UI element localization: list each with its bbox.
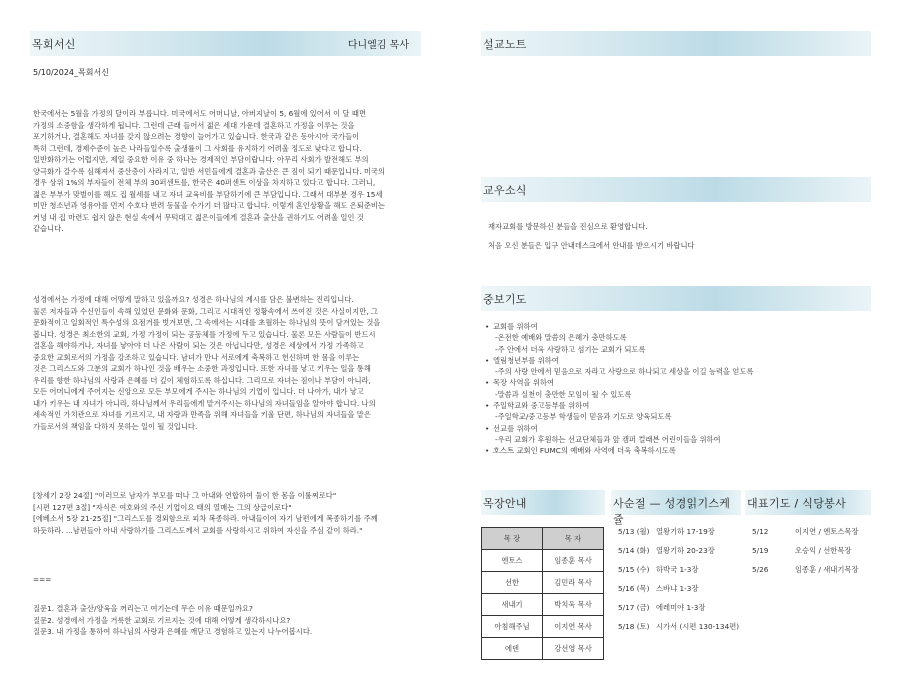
paragraph-line: 젊은 부부가 맞벌이를 해도 집 월세를 내고 자녀 교육비를 부담하기에 큰 부담입니다. 그래서 대부분 경우 15세: [33, 189, 383, 199]
question-line: 질문2. 성경에서 가정을 거룩한 교회로 기르지는 것에 대해 어떻게 생각하시나요?: [33, 615, 291, 625]
bullet-icon: •: [485, 423, 490, 433]
sermon-notes-title: 설교노트: [483, 38, 527, 51]
duty-date: 5/19: [752, 546, 769, 555]
mokja-name-cell: 김민라 목사: [543, 572, 604, 594]
church-news-header: [481, 177, 871, 202]
prayer-topic: [485, 423, 753, 434]
paragraph-line: 문화적이고 일회적인 특수성의 요점거를 벗겨보면, 그 속에서는 시대를 초월하는 하나님의 뜻이 담겨있는 것을: [33, 318, 381, 327]
news-line: 처음 오신 분들은 입구 안내데스크에서 안내를 받으시기 바랍니다: [488, 240, 695, 250]
prayer-subitem: -온전한 예배와 말씀의 은혜가 충만하도록: [495, 333, 627, 343]
duty-title: 대표기도 / 식당봉사: [747, 497, 847, 510]
prayer-topic-label: 호스트 교회인 FUMC의 예배와 사역에 더욱 축복하시도록: [493, 446, 676, 456]
mokjang-name-cell: 선한: [482, 572, 543, 594]
paragraph-line: 내가 키우는 내 자녀가 아니라, 하나님께서 우리들에게 맡겨주시는 하나님의 자녀들임을 알아야 합니다. 나의: [33, 398, 376, 408]
prayer-topic-label: 교회를 위하여: [493, 322, 538, 331]
schedule-reading: 열왕기하 17-19장: [656, 527, 715, 536]
column-header-mokjang: 목 장: [482, 528, 543, 550]
mokjang-name-cell: 에덴: [482, 638, 543, 660]
paragraph-line: 것은 그리스도와 그분의 교회가 하나인 것을 배우는 소중한 과정입니다. 또한 자녀를 낳고 키우는 일을 통해: [33, 364, 371, 373]
table-header-row: [482, 528, 604, 550]
column-header-mokja: 목 자: [543, 528, 604, 550]
duty-dates: [752, 522, 768, 579]
verse-line: [창세기 2장 24절] "이러므로 남자가 부모를 떠나 그 아내와 연합하여 둘이 한 몸을 이룰찌로다": [33, 491, 337, 500]
church-news-title: 교우소식: [483, 184, 527, 197]
duty-date: 5/26: [752, 565, 769, 574]
verse-line: [에베소서 5장 21-25절] "그리스도를 경외함으로 피차 복종하라. 아내들이여 자기 남편에게 복종하기를 주께: [33, 514, 378, 523]
bible-schedule-dates: [618, 522, 649, 636]
prayer-topic: [485, 377, 753, 388]
duty-date: 5/12: [752, 527, 769, 536]
mokjang-name-cell: 아침해주님: [482, 616, 543, 638]
schedule-reading: 열왕기하 20-23장: [656, 546, 715, 555]
paragraph-line: 커녕 내 집 마련도 쉽지 않은 현실 속에서 무턱대고 젊은이들에게 결혼과 출산을 권하기도 어려울 일인 것: [33, 212, 364, 222]
prayer-topic: [485, 355, 753, 366]
bible-schedule-header: [611, 490, 741, 526]
paragraph-line: 같습니다.: [33, 224, 64, 233]
prayer-topic-label: 주일학교와 중고등부를 위하여: [493, 401, 590, 411]
discussion-questions: [33, 603, 312, 638]
prayer-topic-label: 선교를 위하여: [493, 423, 538, 433]
table-row: [482, 594, 604, 616]
mokjang-title: 목장안내: [483, 497, 527, 510]
mokjang-name-cell: 새내기: [482, 594, 543, 616]
verse-line: [시편 127편 3절] "자식은 여호와의 주신 기업이요 태의 열매는 그의 상급이로다": [33, 502, 292, 512]
schedule-date: 5/17 (금): [618, 603, 650, 612]
schedule-reading: 스바냐 1-3장: [656, 584, 699, 593]
prayer-topic-label: 목장 사역을 위하여: [493, 378, 555, 388]
paragraph-line: 한국에서는 5월을 가정의 달이라 부릅니다. 미국에서도 어머니날, 아버지날이 5, 6월에 있어서 이 달 때면: [33, 109, 366, 118]
pastoral-letter-header: [30, 31, 421, 56]
table-row: [482, 572, 604, 594]
question-line: 질문3. 내 가정을 통하여 하나님의 사랑과 은혜를 깨닫고 경험하고 있는지 나누어봅시다.: [33, 627, 313, 636]
mokja-name-cell: 박치욱 목사: [543, 594, 604, 616]
schedule-date: 5/18 (토): [618, 622, 650, 631]
prayer-subitem: -주일학교/중고등부 학생들이 믿음과 기도로 양육되도록: [495, 412, 672, 422]
paragraph-line: 결혼을 해야하거나, 자녀를 낳아야 더 나은 사람이 되는 것은 아닙니다만, 성경은 세상에서 가정 가족하고: [33, 341, 364, 350]
mokjang-name-cell: 엔토스: [482, 550, 543, 572]
schedule-date: 5/16 (목): [618, 584, 650, 593]
schedule-reading: 시가서 (시편 130-134편): [656, 622, 740, 631]
paragraph-line: 미만 청소년과 영유아를 먼저 수호다 반려 동물을 수가기 더 많다고 합니다. 이렇게 혼인상황을 해도 은퇴준비는: [33, 201, 385, 210]
prayer-subitem: -주 안에서 더욱 사랑하고 섬기는 교회가 되도록: [495, 344, 646, 354]
paragraph-line: 모든 어머니에게 주어지는 신앙으로 모든 부모에게 주시는 하나님의 기업이 입니다. 더 나아가, 내가 낳고: [33, 387, 364, 396]
prayer-title: 중보기도: [483, 293, 527, 306]
prayer-list: [485, 321, 753, 457]
paragraph-line: 성경에서는 가정에 대해 어떻게 말하고 있을까요? 성경은 하나님의 계시를 담은 불변하는 진리입니다.: [33, 295, 354, 304]
prayer-header: [481, 286, 871, 311]
paragraph-line: 양극화가 갈수록 심해져서 중산층이 사라지고, 일반 서민들에게 결혼과 출산은 큰 짐이 되기 때문입니다. 미국의: [33, 166, 385, 176]
letter-date: 5/10/2024_목회서신: [33, 68, 109, 77]
sermon-notes-header: [481, 31, 871, 56]
schedule-reading: 에레미야 1-3장: [656, 603, 706, 612]
mokja-name-cell: 강선영 목사: [543, 638, 604, 660]
table-row: [482, 550, 604, 572]
table-row: [482, 638, 604, 660]
pastor-name: 다니엘김 목사: [347, 40, 409, 51]
schedule-date: 5/14 (화): [618, 546, 650, 555]
paragraph-line: 포기하거나, 결혼해도 자녀를 갖지 않으려는 경향이 늘어가고 있습니다. 한국과 같은 동아시아 국가들이: [33, 132, 360, 141]
schedule-reading: 하박국 1-3장: [656, 565, 699, 574]
duty-name: 임종훈 / 새내기목장: [795, 565, 859, 574]
paragraph-line: 가들로서의 책임을 다하지 못하는 일이 될 것입니다.: [33, 421, 198, 431]
duty-names: [795, 522, 859, 579]
paragraph-line: 특히 그런데, 경제수준이 높은 나라들일수록 출생률이 그 사회를 유지하기 어려울 정도로 낮다고 합니다.: [33, 143, 362, 153]
duty-name: 오승익 / 선한목장: [795, 546, 852, 555]
bullet-icon: •: [485, 355, 490, 365]
pastoral-letter-title: 목회서신: [32, 38, 76, 51]
bible-schedule-title: 사순절 — 성경읽기스케쥴: [613, 497, 731, 526]
paragraph-line: 중요한 교회로서의 가정을 강조하고 있습니다. 남녀가 만나 서로에게 축복하고 헌신하며 한 몸을 이루는: [33, 352, 360, 362]
paragraph-line: 봅니다. 성경은 최소한의 교회, 가정 가정이 되는 공동체를 가정에 두고 있습니다. 물론 모든 사람들이 반드시: [33, 329, 376, 339]
duty-name: 이지연 / 엔토스목장: [795, 527, 859, 536]
verse-line: 하듯하라. ...남편들아 아내 사랑하기를 그리스도께서 교회를 사랑하시고 위하여 자신을 주심 같이 하라.": [33, 525, 363, 535]
prayer-subitem: -말씀과 실천이 충만한 모임이 될 수 있도록: [495, 389, 632, 399]
news-line: 재자교회를 방문하신 분들을 진심으로 환영합니다.: [488, 222, 648, 232]
question-line: 질문1. 결혼과 출산/양육을 꺼리는고 여기는데 무슨 이유 때문일까요?: [33, 604, 253, 613]
duty-header: [745, 490, 871, 515]
prayer-topic-label: 엘림청년부를 위하여: [493, 355, 559, 365]
prayer-subitem: -우리 교회가 후원하는 선교단체들과 앞 캠퍼 컬래븐 어린이들을 위하여: [495, 434, 721, 444]
paragraph-line: 가정의 소중함을 생각하게 됩니다. 그런데 근래 들어서 젊은 세대 가운데 결혼하고 가정을 이루는 것을: [33, 120, 355, 130]
bullet-icon: •: [485, 378, 490, 388]
paragraph-line: 세속적인 가치관으로 자녀를 기르지고, 내 자랑과 만족을 위해 자녀들을 키울 단편, 하나님의 자녀들을 맡은: [33, 410, 371, 419]
schedule-date: 5/15 (수): [618, 565, 650, 574]
paragraph-line: 일반화하기는 어렵지만, 제일 중요한 이유 중 하나는 경제적인 부담이랍니다. 아무리 사회가 발전해도 부의: [33, 155, 369, 164]
bible-schedule-readings: [656, 522, 739, 636]
mokja-name-cell: 이지연 목사: [543, 616, 604, 638]
mokjang-table: [481, 527, 604, 660]
section-divider: ===: [33, 575, 52, 584]
prayer-topic: [485, 445, 753, 456]
paragraph-line: 물론 저자들과 수신인들이 속해 있었던 문화와 문화, 그리고 시대적인 정황속에서 쓰여진 것은 사실이지만, 그: [33, 306, 378, 316]
bullet-icon: •: [485, 446, 490, 456]
bullet-icon: •: [485, 401, 490, 411]
schedule-date: 5/13 (월): [618, 527, 650, 536]
mokjang-header: [481, 490, 605, 515]
bullet-icon: •: [485, 322, 490, 331]
letter-paragraph-1: [33, 108, 385, 235]
prayer-subitem: -주의 사랑 안에서 믿음으로 자라고 사랑으로 하나되고 세상을 이길 능력을 얻도록: [495, 367, 754, 377]
table-row: [482, 616, 604, 638]
prayer-topic: [485, 400, 753, 411]
scripture-verses: [33, 490, 378, 536]
letter-paragraph-2: [33, 294, 380, 432]
paragraph-line: 경우 상위 1%의 부자들이 전체 부의 30퍼센트를, 한국은 40퍼센트 이상을 차지하고 있다고 합니다. 그러니,: [33, 178, 376, 187]
church-news-text: [488, 214, 695, 258]
prayer-topic: [485, 321, 753, 332]
mokja-name-cell: 임종훈 목사: [543, 550, 604, 572]
paragraph-line: 우리를 향한 하나님의 사랑과 은혜를 더 깊이 체험하도록 하십니다. 그리므로 자녀는 짐이나 부담이 아니라,: [33, 375, 371, 385]
